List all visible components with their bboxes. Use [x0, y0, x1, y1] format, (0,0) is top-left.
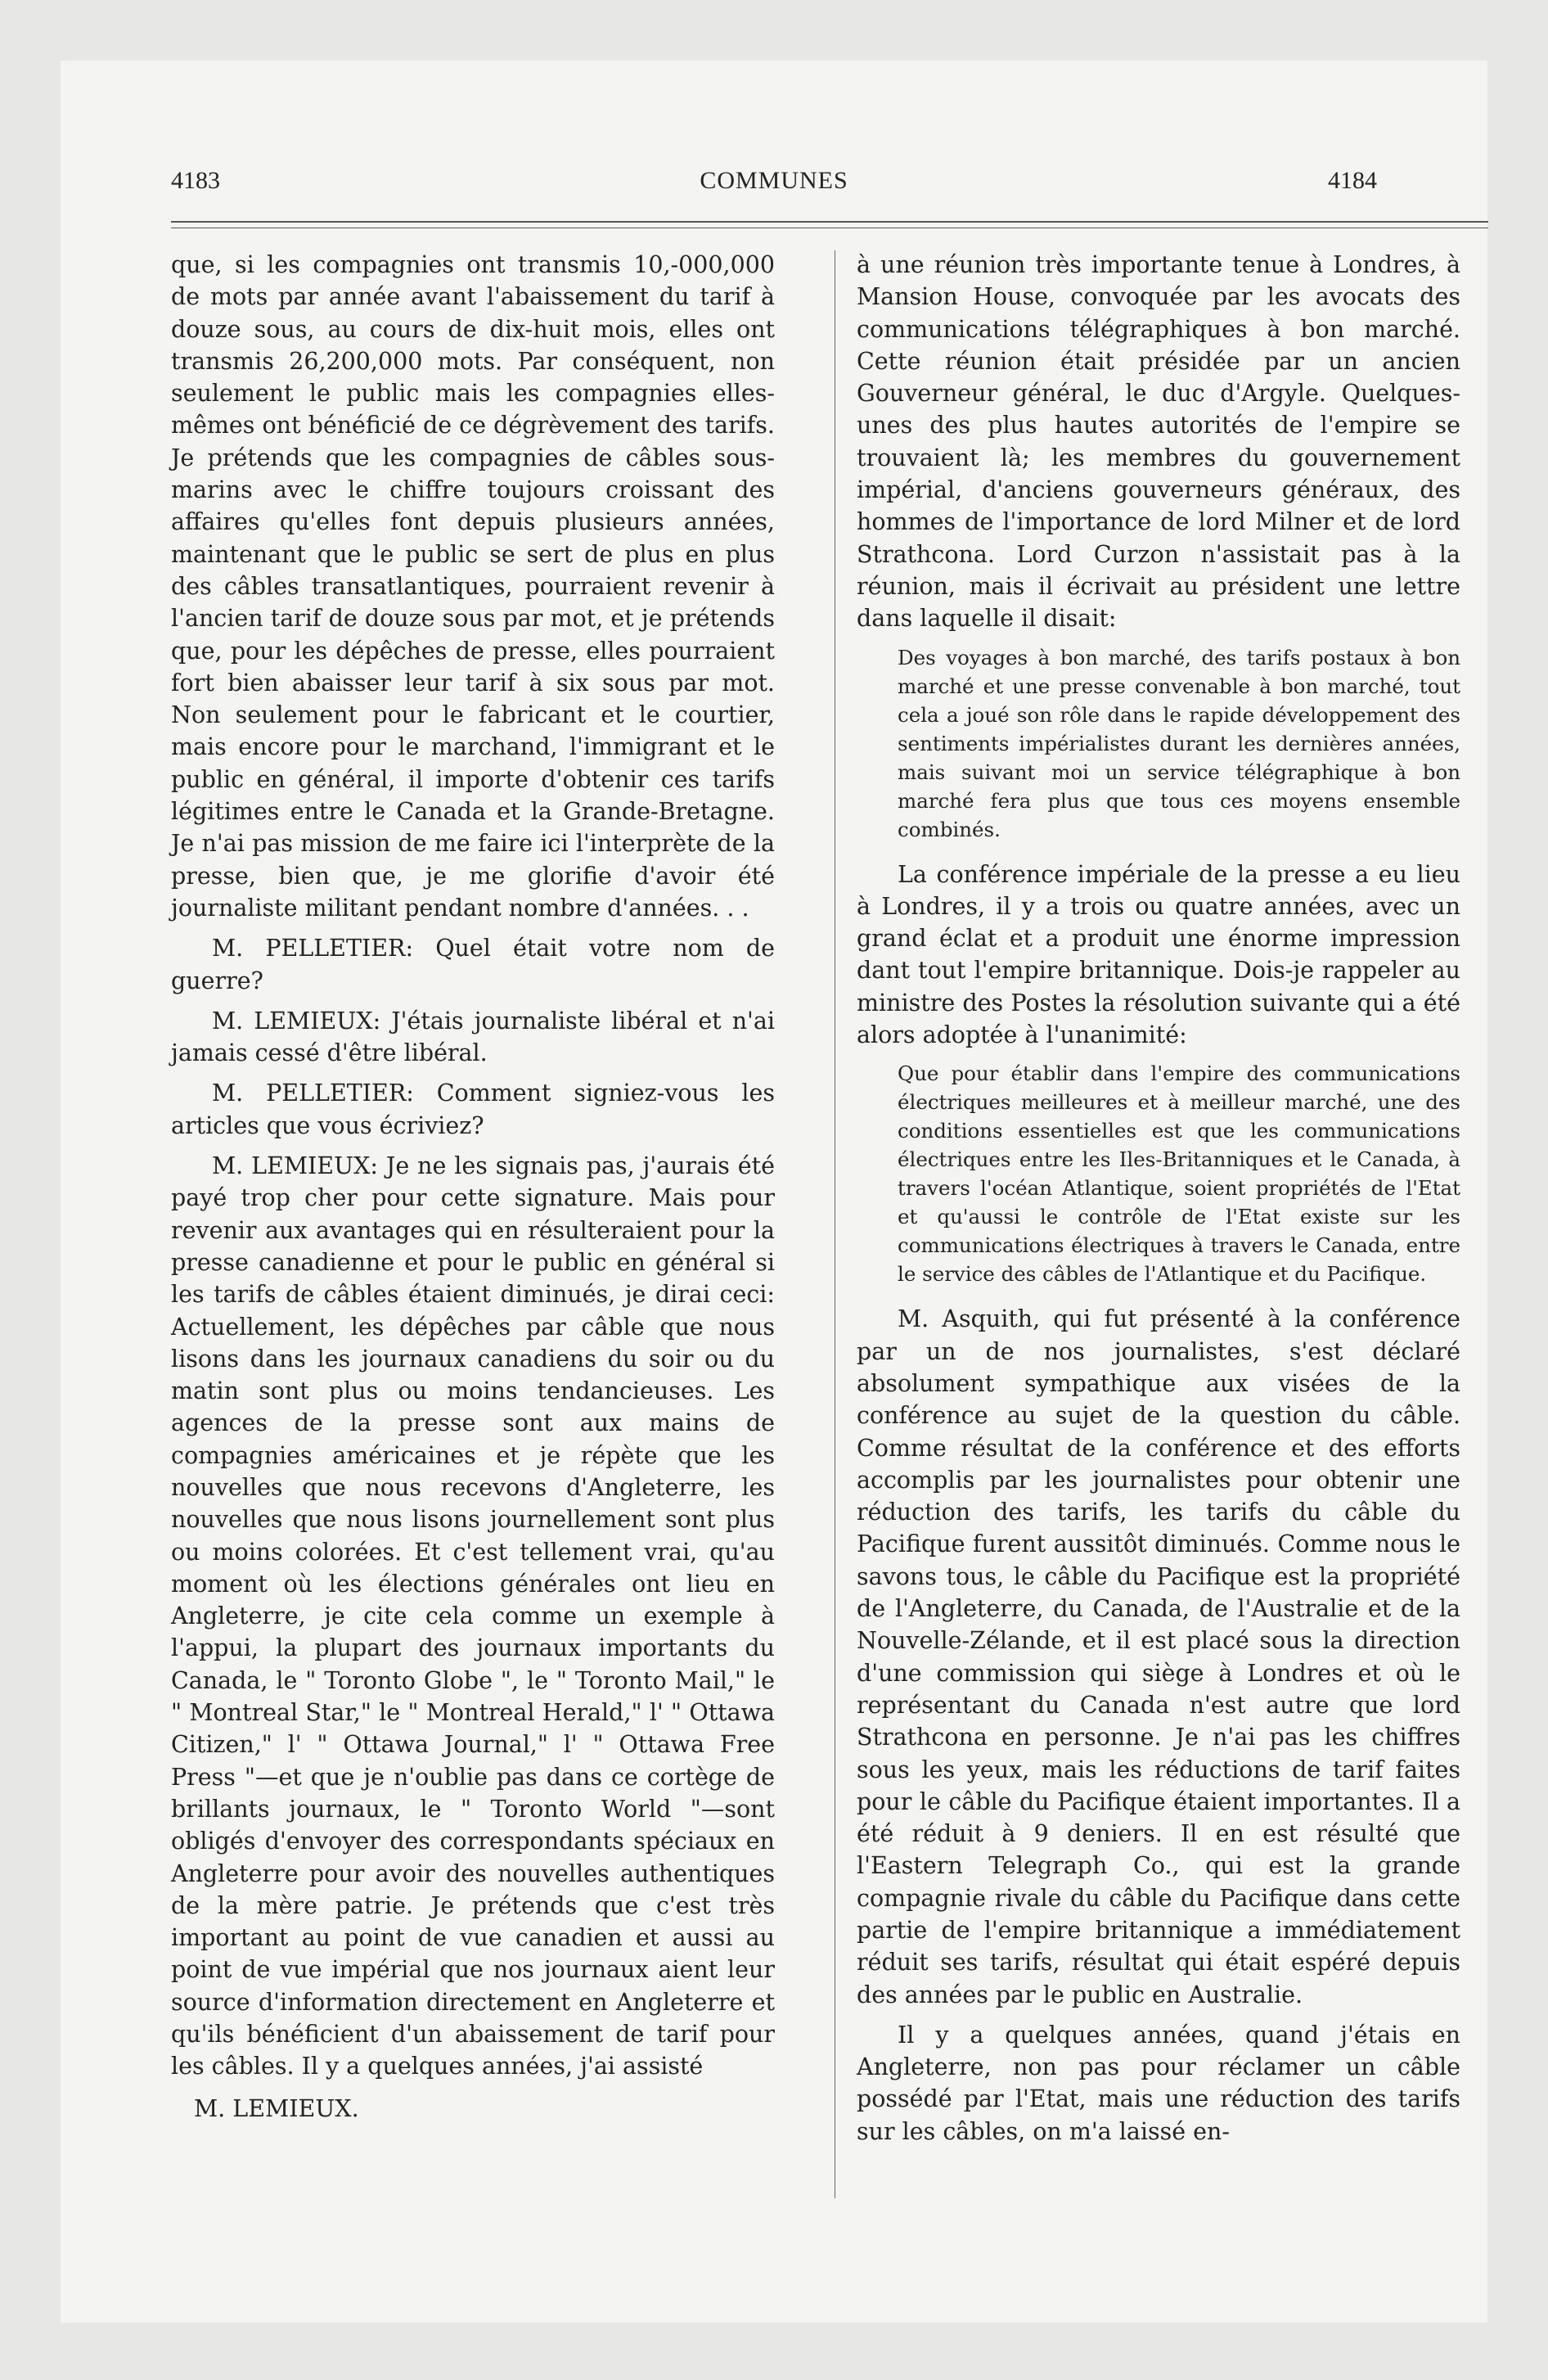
page-number-right: 4184 [1328, 167, 1377, 194]
paragraph: M. PELLETIER: Quel était votre nom de guerre? [171, 935, 775, 994]
right-column [857, 249, 1460, 2156]
paragraph: La conférence impériale de la presse a eu lieu à Londres, il y a trois ou quatre années, avec un grand éclat et a produit une énorme impression dant tout l'empire britannique. Dois-je rappeler au ministre des Postes la résolution suivante qui a été alors adoptée à l'unanimité: [857, 860, 1460, 1049]
paragraph: M. Asquith, qui fut présenté à la conférence par un de nos journalistes, s'est déclaré absolument sympathique aux visées de la conférence au sujet de la question du câble. Comme résultat de la conférence et des efforts accomplis par les journalistes pour obtenir une réduction des tarifs, les tarifs du câble du Pacifique furent aussitôt diminués. Comme nous le savons tous, le câble du Pacifique est la propriété de l'Angleterre, du Canada, de l'Australie et de la Nouvelle-Zélande, et il est placé sous la direction d'une commission qui siège à Londres et où le représentant du Canada n'est autre que lord Strathcona en personne. Je n'ai pas les chiffres sous les yeux, mais les réductions de tarif faites pour le câble du Pacifique étaient importantes. Il a été réduit à 9 deniers. Il en est résulté que l'Eastern Telegraph Co., qui est la grande compagnie rivale du câble du Pacifique dans cette partie de l'empire britannique a immédiatement réduit ses tarifs, résultat qui était espéré depuis des années par le public en Australie. [857, 1305, 1460, 2008]
quotation: Que pour établir dans l'empire des communications électriques meilleures et à meilleur marché, une des conditions essentielles est que les communications électriques entre les Iles-Britanniques et le Canada, à travers l'océan Atlantique, soient propriétés de l'Etat et qu'aussi le contrôle de l'Etat existe sur les communications électriques à travers le Canada, entre le service des câbles de l'Atlantique et du Pacifique. [898, 1062, 1460, 1287]
paragraph: M. LEMIEUX: Je ne les signais pas, j'aurais été payé trop cher pour cette signature. Mais pour revenir aux avantages qui en résulteraient pour la presse canadienne et pour le public en général si les tarifs de câbles étaient diminués, je dirai ceci: Actuellement, les dépêches par câble que nous lisons dans les journaux canadiens du soir ou du matin sont plus ou moins tendancieuses. Les agences de la presse sont aux mains de compagnies américaines et je répète que les nouvelles que nous recevons d'Angleterre, les nouvelles que nous lisons journellement sont plus ou moins colorées. Et c'est tellement vrai, qu'au moment où les élections générales ont lieu en Angleterre, je cite cela comme un exemple à l'appui, la plupart des journaux importants du Canada, le " Toronto Globe ", le " Toronto Mail," le " Montreal Star," le " Montreal Herald," l' " Ottawa Citizen," l' " Ottawa Journal," l' " Ottawa Free Press "—et que je n'oublie pas dans ce cortège de brillants journaux, le " Toronto World "—sont obligés d'envoyer des correspondants spéciaux en Angleterre pour avoir des nouvelles authentiques de la mère patrie. Je prétends que c'est très important au point de vue canadien et aussi au point de vue impérial que nos journaux aient leur source d'information directement en Angleterre et qu'ils bénéficient d'un abaissement de tarif pour les câbles. Il y a quelques années, j'ai assisté [171, 1152, 775, 2080]
running-header [61, 167, 1487, 216]
page-title: COMMUNES [700, 167, 848, 194]
paragraph: M. PELLETIER: Comment signiez-vous les articles que vous écriviez? [171, 1080, 775, 1139]
quotation: Des voyages à bon marché, des tarifs postaux à bon marché et une presse convenable à bon marché, tout cela a joué son rôle dans le rapide développement des sentiments impérialistes durant les dernières années, mais suivant moi un service télégraphique à bon marché fera plus que tous ces moyens ensemble combinés. [898, 645, 1460, 841]
page [61, 61, 1487, 2323]
paragraph: que, si les compagnies ont transmis 10,-000,000 de mots par année avant l'abaissement du tarif à douze sous, au cours de dix-huit mois, elles ont transmis 26,200,000 mots. Par conséquent, non seulement le public mais les compagnies elles-mêmes ont bénéficié de ce dégrèvement des tarifs. Je prétends que les compagnies de câbles sous-marins avec le chiffre toujours croissant des affaires qu'elles font depuis plusieurs années, maintenant que le public se sert de plus en plus des câbles transatlantiques, pourraient revenir à l'ancien tarif de douze sous par mot, et je prétends que, pour les dépêches de presse, elles pourraient fort bien abaisser leur tarif à six sous par mot. Non seulement pour le fabricant et le courtier, mais encore pour le marchand, l'immigrant et le public en général, il importe d'obtenir ces tarifs légitimes entre le Canada et la Grande-Bretagne. Je n'ai pas mission de me faire ici l'interprète de la presse, bien que, je me glorifie d'avoir été journaliste militant pendant nombre d'années. . . [171, 251, 775, 922]
speaker-signature: M. LEMIEUX. [194, 2094, 359, 2122]
header-rule [171, 221, 1488, 223]
paragraph: Il y a quelques années, quand j'étais en Angleterre, non pas pour réclamer un câble possédé par l'Etat, mais une réduction des tarifs sur les câbles, on m'a laissé en- [857, 2021, 1460, 2145]
left-column [171, 249, 775, 2133]
paragraph: M. LEMIEUX: J'étais journaliste libéral et n'ai jamais cessé d'être libéral. [171, 1007, 775, 1067]
paragraph: à une réunion très importante tenue à Londres, à Mansion House, convoquée par les avocats des communications télégraphiques à bon marché. Cette réunion était présidée par un ancien Gouverneur général, le duc d'Argyle. Quelques-unes des plus hautes autorités de l'empire se trouvaient là; les membres du gouvernement impérial, d'anciens gouverneurs généraux, des hommes de l'importance de lord Milner et de lord Strathcona. Lord Curzon n'assistait pas à la réunion, mais il écrivait au président une lettre dans laquelle il disait: [857, 251, 1460, 633]
page-number-left: 4183 [171, 167, 220, 194]
